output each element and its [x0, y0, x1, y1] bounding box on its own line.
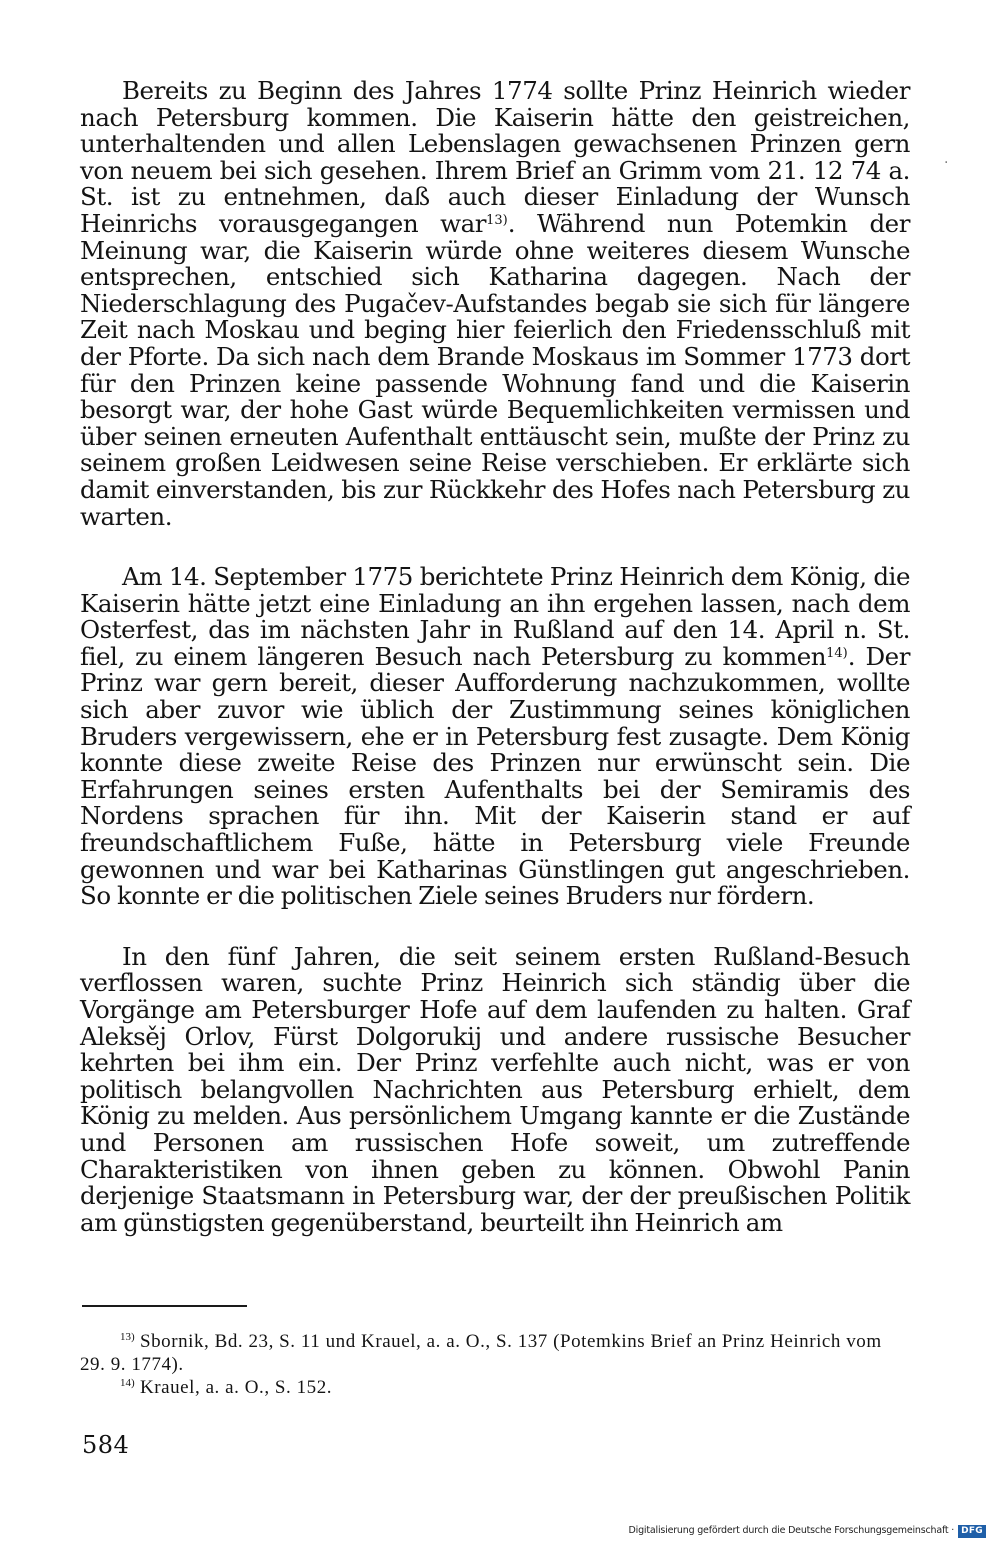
digitization-credit: [629, 1524, 986, 1538]
footnote-14: [80, 1376, 910, 1399]
margin-mark: ·: [944, 155, 949, 171]
page-number: 584: [82, 1431, 130, 1459]
footnote-ref: 14): [826, 645, 848, 661]
text-run: Bereits zu Beginn des Jahres 1774 sollte Prinz Heinrich wieder nach Petersburg kommen. Die Kaiserin hätte den geistreichen, unterhaltenden und allen Lebenslagen gewachsenen Prinzen gern von neuem bei sich gesehen. Ihrem Brief an Grimm vom 21. 12 74 a. St. ist zu entnehmen, daß auch dieser Einladung der Wunsch Heinrichs vorausgegangen war: [80, 76, 910, 238]
footnote-separator: [82, 1305, 247, 1307]
text-run: In den fünf Jahren, die seit seinem ersten Rußland-Besuch verflossen waren, suchte Prinz Heinrich sich ständig über die Vorgänge am Petersburger Hofe auf dem laufenden zu halten. Graf Aleksěj Orlov, Fürst Dolgorukij und andere russische Besucher kehrten bei ihm ein. Der Prinz verfehlte auch nicht, was er von politisch belangvollen Nachrichten aus Petersburg erhielt, dem König zu melden. Aus persönlichem Umgang kannte er die Zustände und Personen am russischen Hofe soweit, um zutreffende Charakteristiken von ihnen geben zu können. Obwohl Panin derjenige Staatsmann in Petersburg war, der der preußischen Politik am günstigsten gegenüberstand, beurteilt ihn Heinrich am: [80, 941, 910, 1237]
footnote-text: Sbornik, Bd. 23, S. 11 und Krauel, a. a. O., S. 137 (Potemkins Brief an Prinz Heinrich vom 29. 9. 1774).: [80, 1331, 882, 1375]
text-run: Am 14. September 1775 berichtete Prinz Heinrich dem König, die Kaiserin hätte jetzt eine Einladung an ihn ergehen lassen, nach dem Osterfest, das im nächsten Jahr in Rußland auf den 14. April n. St. fiel, zu einem längeren Besuch nach Petersburg zu kommen: [80, 562, 910, 671]
footnote-mark: 14): [120, 1377, 135, 1389]
credit-text: Digitalisierung gefördert durch die Deutsche Forschungsgemeinschaft ·: [628, 1525, 955, 1536]
text-run: . Während nun Potemkin der Meinung war, die Kaiserin würde ohne weiteres diesem Wunsche entsprechen, entschied sich Katharina dagegen. Nach der Niederschlagung des Pugačev-Aufstandes begab sie sich für längere Zeit nach Moskau und beging hier feierlich den Friedensschluß mit der Pforte. Da sich nach dem Brande Moskaus im Sommer 1773 dort für den Prinzen keine passende Wohnung fand und die Kaiserin besorgt war, der hohe Gast würde Bequemlichkeiten vermissen und über seinen erneuten Aufenthalt enttäuscht sein, mußte der Prinz zu seinem großen Leidwesen seine Reise verschieben. Er erklärte sich damit einverstanden, bis zur Rückkehr des Hofes nach Petersburg zu warten.: [80, 208, 910, 531]
paragraph-2: [80, 564, 910, 910]
dfg-logo: DFG: [958, 1525, 986, 1538]
footnote-ref: 13): [486, 212, 508, 228]
footnote-text: Krauel, a. a. O., S. 152.: [139, 1377, 333, 1398]
main-text: [80, 78, 910, 1236]
paragraph-1: [80, 78, 910, 530]
footnotes: [80, 1330, 910, 1399]
paragraph-3: [80, 941, 910, 1237]
footnote-13: [80, 1330, 910, 1376]
text-run: . Der Prinz war gern bereit, dieser Aufforderung nachzukommen, wollte sich aber zuvor wie üblich der Zustimmung seines königlichen Bruders vergewissern, ehe er in Petersburg fest zusagte. Dem König konnte diese zweite Reise des Prinzen nur erwünscht sein. Die Erfahrungen seines ersten Aufenthalts bei der Semiramis des Nordens sprachen für ihn. Mit der Kaiserin stand er auf freundschaftlichem Fuße, hätte in Petersburg viele Freunde gewonnen und war bei Katharinas Günstlingen gut angeschrieben. So konnte er die politischen Ziele seines Bruders nur fördern.: [80, 641, 910, 911]
footnote-mark: 13): [120, 1331, 135, 1343]
